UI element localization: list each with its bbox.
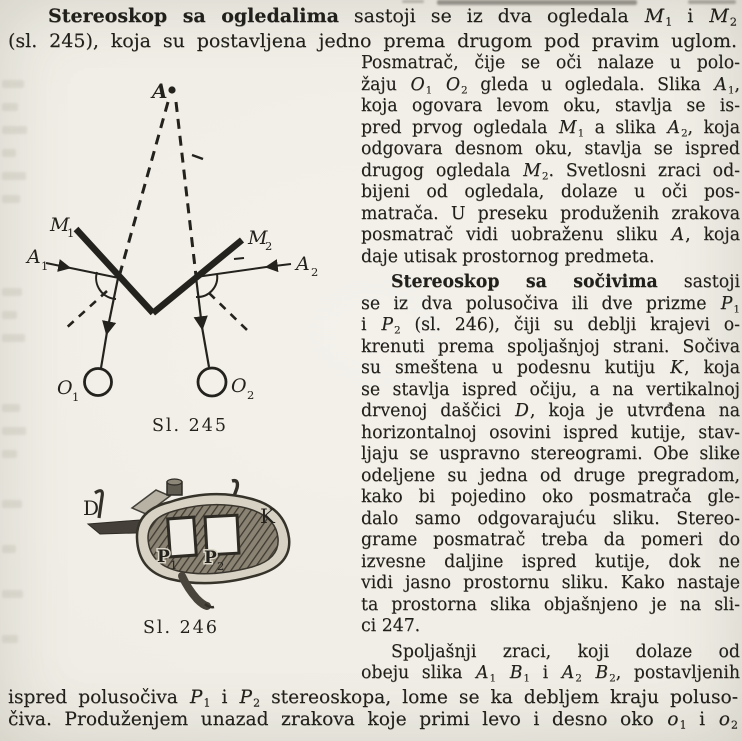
text-line: grame posmatrač treba da pomeri do [361,530,740,550]
ray-a2-arrow [268,264,291,267]
text-line: (sl. 245), koja su postavljena jedno prema drugom pod pravim uglom. [8,30,737,53]
right-column [361,53,740,685]
figure-246 [40,476,325,644]
label-o1-sub: 1 [72,390,80,404]
text-line: horizontalnoj osovini ispred kutije, stav- [361,422,740,443]
text-line: se stavlja ispred očiju, a na vertikalnoj [361,379,740,400]
text-line: odgovara desnom oku, stavlja se ispred [361,139,740,159]
figure-245 [0,60,360,445]
label-a2-sub: 2 [311,265,319,279]
intro-paragraph [8,4,737,55]
label-d: D [83,496,100,520]
text-line: vidi jasno prostornu sliku. Kako nastaje [361,573,740,593]
text-line: matrača. U preseku produženih zrakova [361,203,740,224]
stray-dash [192,155,203,159]
label-p1: P [157,547,170,567]
reflected-ray-left-tail [101,332,107,368]
text-line: Spoljašnji zraci, koji dolaze od [391,641,740,662]
fig245-caption: Sl. 245 [151,416,229,436]
text-line: ispred polusočiva $P_1$ i $P_2$ stereoskopa, lome se ka debljem kraju poluso- [8,687,738,710]
label-k: K [260,504,275,528]
reflected-ray-right-tail [202,327,209,367]
dashed-extension-left [64,291,107,330]
label-m2-sub: 2 [265,239,273,253]
label-o1: O [57,377,73,399]
label-a1-sub: 1 [41,259,49,273]
scan-artifact [402,0,424,3]
text-line: pred prvog ogledala $M_1$ a slika $A_2$, koja [361,117,741,139]
label-p2: P [204,548,217,568]
text-line: krenuti prema spoljašnjoj strani. Sočiva [361,336,740,357]
text-line: ci 247. [361,616,421,636]
text-line: obeju slika $A_1$ $B_1$ i $A_2$ $B_2$, postavljenih [361,663,741,685]
text-line: drvenoj daščici D, koja je utvrđena na [361,401,741,421]
label-m1: M [50,214,70,236]
ray-a1-arrow [46,263,68,268]
label-a2: A [296,253,310,275]
text-line: čiva. Produženjem unazad zrakova koje primi levo i desno oko $o_1$ i $o_2$ [8,709,738,732]
eye-o2-circle [198,368,226,396]
label-p1-sub: 1 [170,558,178,572]
text-line: ljaju se uspravno stereogrami. Obe slike [361,444,740,464]
text-line: odeljene su jedna od druge pregradom, [361,465,740,486]
fig246-caption: Sl. 246 [142,618,220,638]
bottom-paragraph [8,687,738,731]
text-line: Stereoskop sa sočivima sastoji [391,272,740,292]
text-line: ta prostorna slika objašnjeno je na sli- [361,594,740,615]
text-line: drugog ogledala $M_2$. Svetlosni zraci od- [361,160,740,182]
dashed-ray-left [119,102,168,277]
prism-p1 [168,517,197,557]
label-a: A [152,79,168,103]
label-a1: A [27,246,41,268]
label-o2-sub: 2 [247,388,255,402]
label-m2: M [248,227,268,249]
text-line: žaju $O_1$ $O_2$ gleda u ogledala. Slika $A_1$, [361,74,740,96]
tick-mark [234,258,244,259]
text-line: se iz dva polusočiva ili dve prizme $P_1$ [361,293,740,315]
text-line: Posmatrač, čije se oči nalaze u polo- [361,53,740,73]
dashed-ray-right [176,102,196,276]
eye-o1-circle [85,369,112,396]
reflected-ray-right [196,277,202,327]
point-a-dot [168,86,175,93]
text-line: dalo samo odgovarajuću sliku. Stereo- [361,508,740,529]
text-line: i $P_2$ (sl. 246), čiji su deblji krajevi o- [361,315,740,337]
text-line: bijeni od ogledala, dolaze u oči pos- [361,182,740,202]
text-line: koja ogovara levom oku, stavlja se is- [361,96,740,116]
text-line: izvesne daljine ispred kutije, dok ne [361,551,740,572]
text-line: su smeštena u podesnu kutiju K, koja [361,358,740,378]
text-line: kako bi pojedino oko posmatrača gle- [361,487,740,507]
reflected-ray-left [107,278,118,332]
label-m1-sub: 1 [67,226,75,240]
text-line: posmatrač vidi uobraženu sliku A, koja [361,225,740,245]
dashed-extension-right [209,293,247,330]
text-line: Stereoskop sa ogledalima sastoji se iz dva ogledala $M_1$ i $M_2$ [48,5,738,29]
top-knob-cap [167,479,182,485]
label-p2-sub: 2 [217,559,225,573]
label-o2: O [231,375,247,397]
text-line: daje utisak prostornog predmeta. [361,246,655,267]
